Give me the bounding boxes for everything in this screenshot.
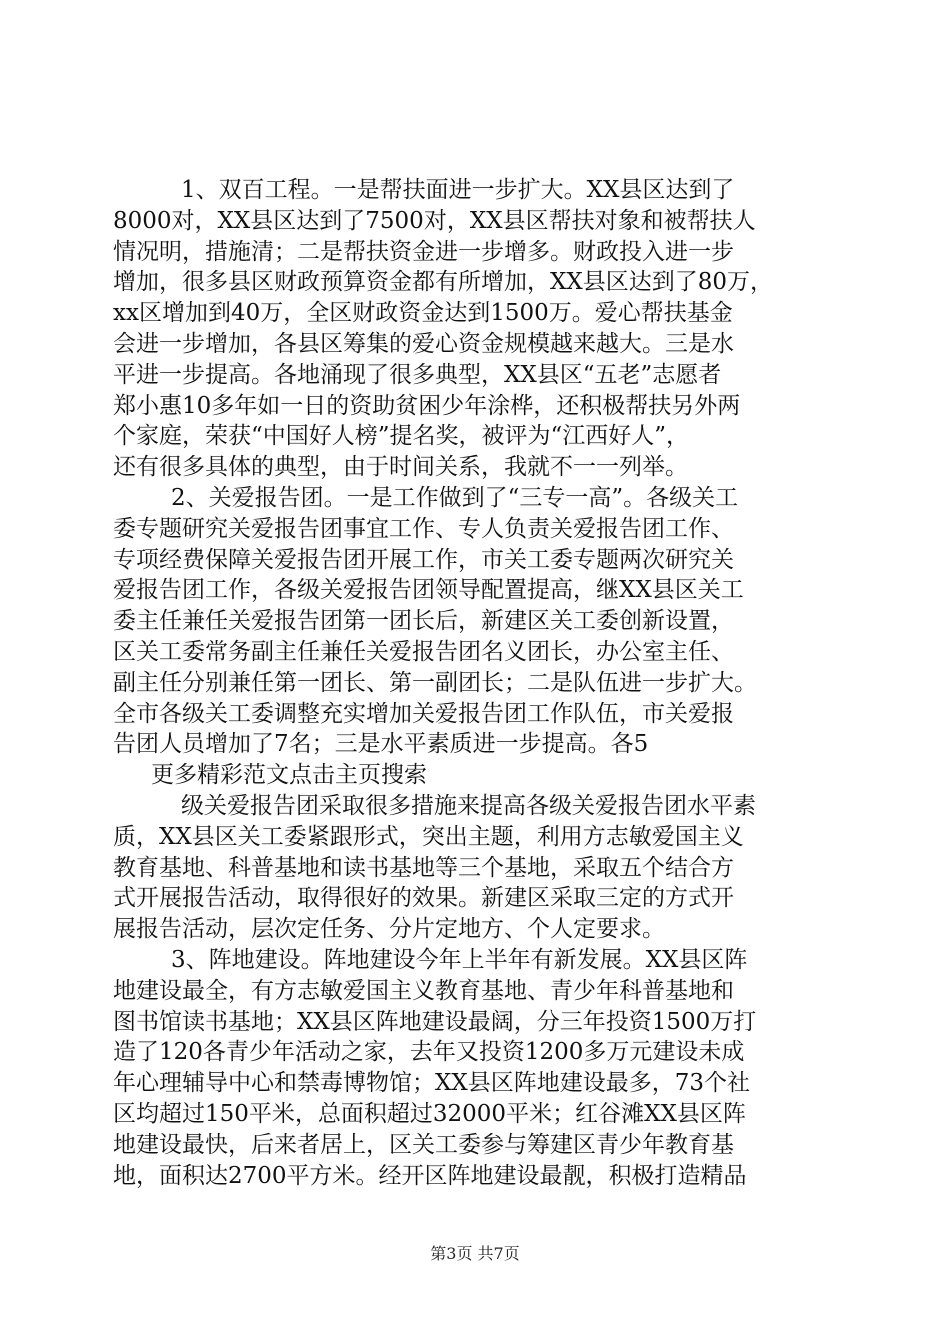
- paragraph-1-line-9: 个家庭，荣获“中国好人榜”提名奖，被评为“江西好人”，: [113, 423, 690, 450]
- paragraph-4-line-2: 地建设最全，有方志敏爱国主义教育基地、青少年科普基地和: [113, 977, 734, 1004]
- paragraph-3-line-4: 式开展报告活动，取得很好的效果。新建区采取三定的方式开: [113, 885, 734, 912]
- paragraph-4-line-3: 图书馆读书基地；XX县区阵地建设最阔，分三年投资1500万打: [113, 1008, 757, 1035]
- paragraph-1-line-10: 还有很多具体的典型，由于时间关系，我就不一一列举。: [113, 454, 688, 481]
- paragraph-3-line-3: 教育基地、科普基地和读书基地等三个基地，采取五个结合方: [113, 854, 734, 881]
- paragraph-2-line-1: 2、关爱报告团。一是工作做到了“三专一高”。各级关工: [171, 484, 739, 511]
- paragraph-4-line-1: 3、阵地建设。阵地建设今年上半年有新发展。XX县区阵: [171, 946, 748, 973]
- paragraph-3-line-5: 展报告活动，层次定任务、分片定地方、个人定要求。: [113, 916, 665, 943]
- paragraph-2-line-5: 委主任兼任关爱报告团第一团长后，新建区关工委创新设置，: [113, 608, 734, 635]
- paragraph-2-line-3: 专项经费保障关爱报告团开展工作，市关工委专题两次研究关: [113, 546, 734, 573]
- paragraph-2-line-2: 委专题研究关爱报告团事宜工作、专人负责关爱报告团工作、: [113, 515, 734, 542]
- paragraph-2-line-8: 全市各级关工委调整充实增加关爱报告团工作队伍，市关爱报: [113, 700, 734, 727]
- paragraph-1-line-6: 会进一步增加，各县区筹集的爱心资金规模越来越大。三是水: [113, 330, 734, 357]
- paragraph-1-line-4: 增加，很多县区财政预算资金都有所增加，XX县区达到了80万，: [113, 269, 774, 296]
- paragraph-3-line-2: 质，XX县区关工委紧跟形式，突出主题，利用方志敏爱国主义: [113, 823, 744, 850]
- paragraph-1-line-8: 郑小惠10多年如一日的资助贫困少年涂桦，还积极帮扶另外两: [113, 392, 741, 419]
- paragraph-2-line-6: 区关工委常务副主任兼任关爱报告团名义团长，办公室主任、: [113, 638, 734, 665]
- paragraph-4-line-8: 地，面积达2700平方米。经开区阵地建设最靓，积极打造精品: [113, 1162, 747, 1189]
- paragraph-4-line-6: 区均超过150平米，总面积超过32000平米；红谷滩XX县区阵: [113, 1100, 746, 1127]
- page-number-footer: 第3页 共7页: [430, 1244, 520, 1263]
- paragraph-2-line-4: 爱报告团工作，各级关爱报告团领导配置提高，继XX县区关工: [113, 577, 744, 604]
- promo-line: 更多精彩范文点击主页搜索: [151, 762, 427, 789]
- paragraph-1-line-7: 平进一步提高。各地涌现了很多典型，XX县区“五老”志愿者: [113, 361, 722, 388]
- paragraph-1-line-3: 情况明，措施清；二是帮扶资金进一步增多。财政投入进一步: [113, 238, 734, 265]
- document-body: [113, 175, 848, 1191]
- paragraph-2-line-9: 告团人员增加了7名；三是水平素质进一步提高。各5: [113, 731, 649, 758]
- paragraph-1-line-1: 1、双百工程。一是帮扶面进一步扩大。XX县区达到了: [181, 177, 735, 203]
- paragraph-4-line-7: 地建设最快，后来者居上，区关工委参与筹建区青少年教育基: [113, 1131, 734, 1158]
- paragraph-3-line-1: 级关爱报告团采取很多措施来提高各级关爱报告团水平素: [181, 792, 756, 819]
- paragraph-4-line-4: 造了120各青少年活动之家，去年又投资1200多万元建设未成: [113, 1039, 745, 1066]
- paragraph-2-line-7: 副主任分别兼任第一团长、第一副团长；二是队伍进一步扩大。: [113, 669, 757, 696]
- paragraph-4-line-5: 年心理辅导中心和禁毒博物馆；XX县区阵地建设最多，73个社: [113, 1070, 751, 1097]
- paragraph-1-line-5: xx区增加到40万，全区财政资金达到1500万。爱心帮扶基金: [113, 300, 733, 327]
- paragraph-1-line-2: 8000对，XX县区达到了7500对，XX县区帮扶对象和被帮扶人: [113, 207, 756, 234]
